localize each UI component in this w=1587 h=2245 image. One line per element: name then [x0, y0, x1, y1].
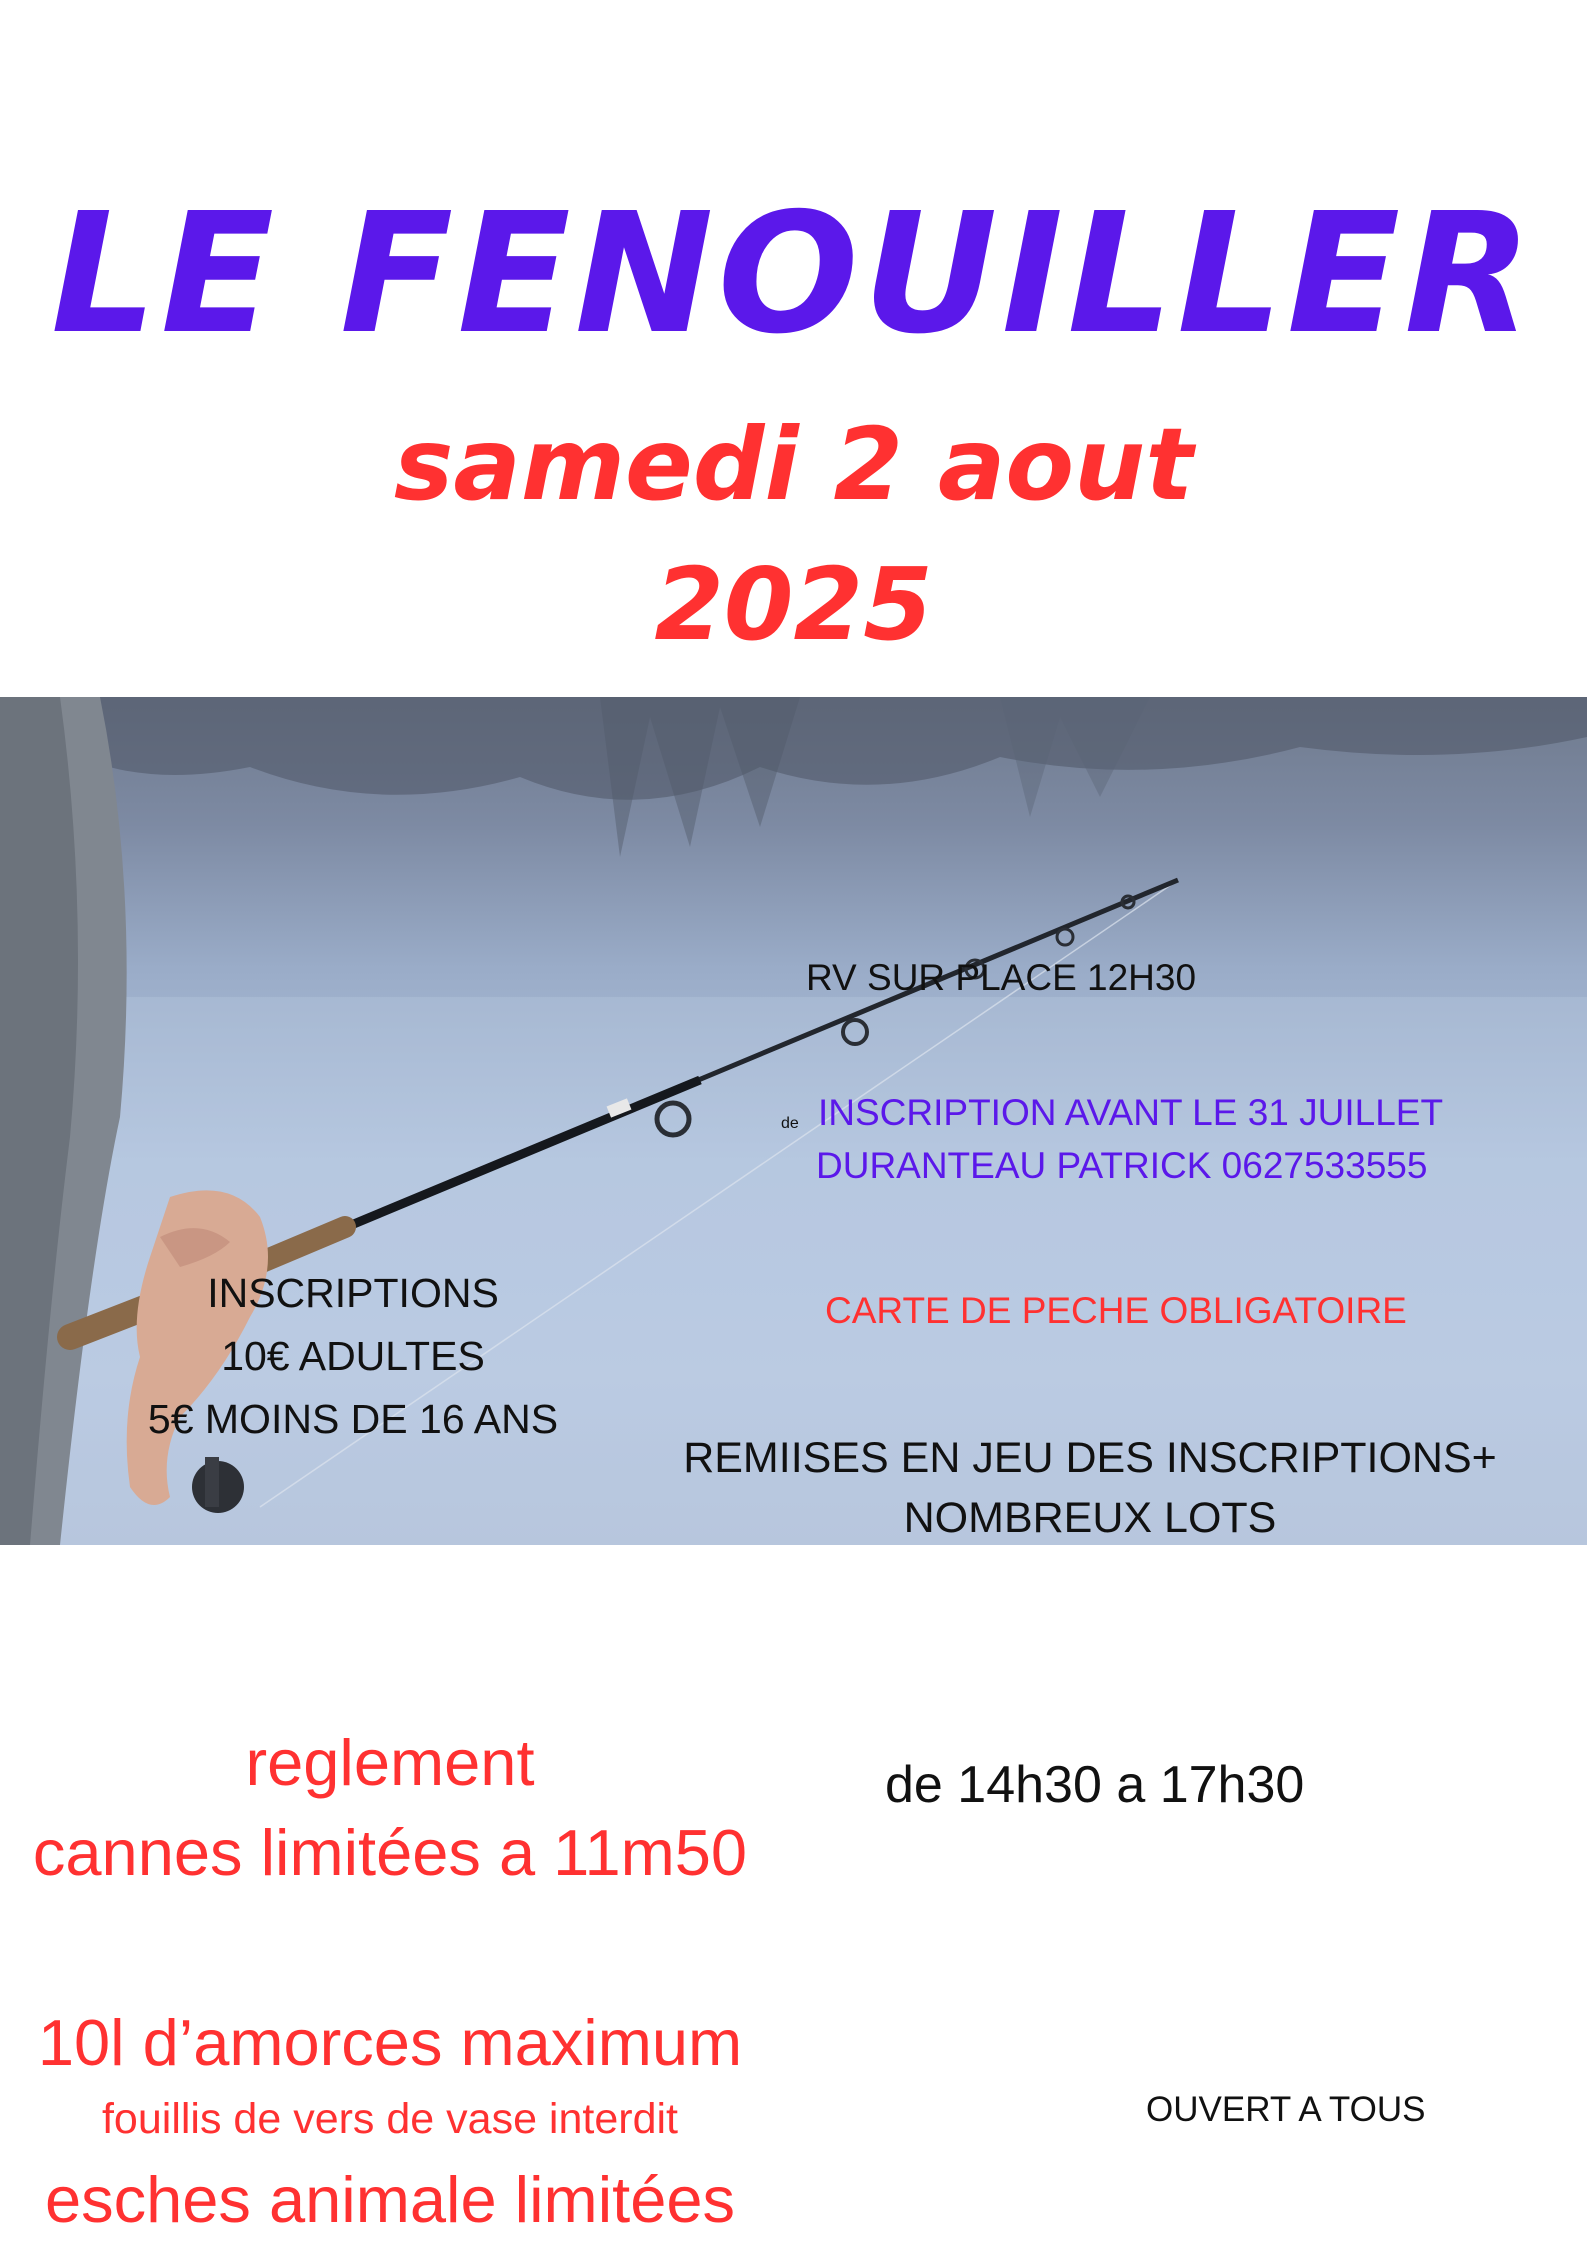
- prizes-info: [635, 1428, 1545, 1548]
- open-to-all: OUVERT A TOUS: [1146, 2090, 1426, 2129]
- fees-adults: 10€ ADULTES: [221, 1333, 485, 1379]
- registration-deadline: INSCRIPTION AVANT LE 31 JUILLET: [818, 1092, 1444, 1133]
- rule-groundbait: 10l d’amorces maximum: [37, 2006, 743, 2079]
- event-date-year: 2025: [654, 546, 933, 663]
- rule-bait: esches animale limitées: [44, 2163, 736, 2236]
- schedule-hours: de 14h30 a 17h30: [885, 1756, 1305, 1814]
- meeting-time: RV SUR PLACE 12H30: [806, 957, 1197, 998]
- prizes-line-1: REMIISES EN JEU DES INSCRIPTIONS+: [683, 1434, 1497, 1482]
- poster-title: LE FENOUILLER: [50, 178, 1537, 371]
- fees-under16: 5€ MOINS DE 16 ANS: [147, 1396, 559, 1442]
- fees-heading: INSCRIPTIONS: [207, 1270, 499, 1316]
- license-notice: CARTE DE PECHE OBLIGATOIRE: [825, 1290, 1407, 1331]
- small-word: de: [781, 1115, 799, 1132]
- contact-info: DURANTEAU PATRICK 0627533555: [816, 1145, 1428, 1186]
- rule-rods: cannes limitées a 11m50: [32, 1816, 748, 1889]
- rule-bloodworm: fouillis de vers de vase interdit: [101, 2095, 678, 2143]
- registration-fees: [108, 1262, 598, 1451]
- event-date-day: samedi 2 aout: [393, 406, 1194, 523]
- prizes-line-2: NOMBREUX LOTS: [903, 1494, 1277, 1542]
- rules-heading: reglement: [245, 1726, 535, 1799]
